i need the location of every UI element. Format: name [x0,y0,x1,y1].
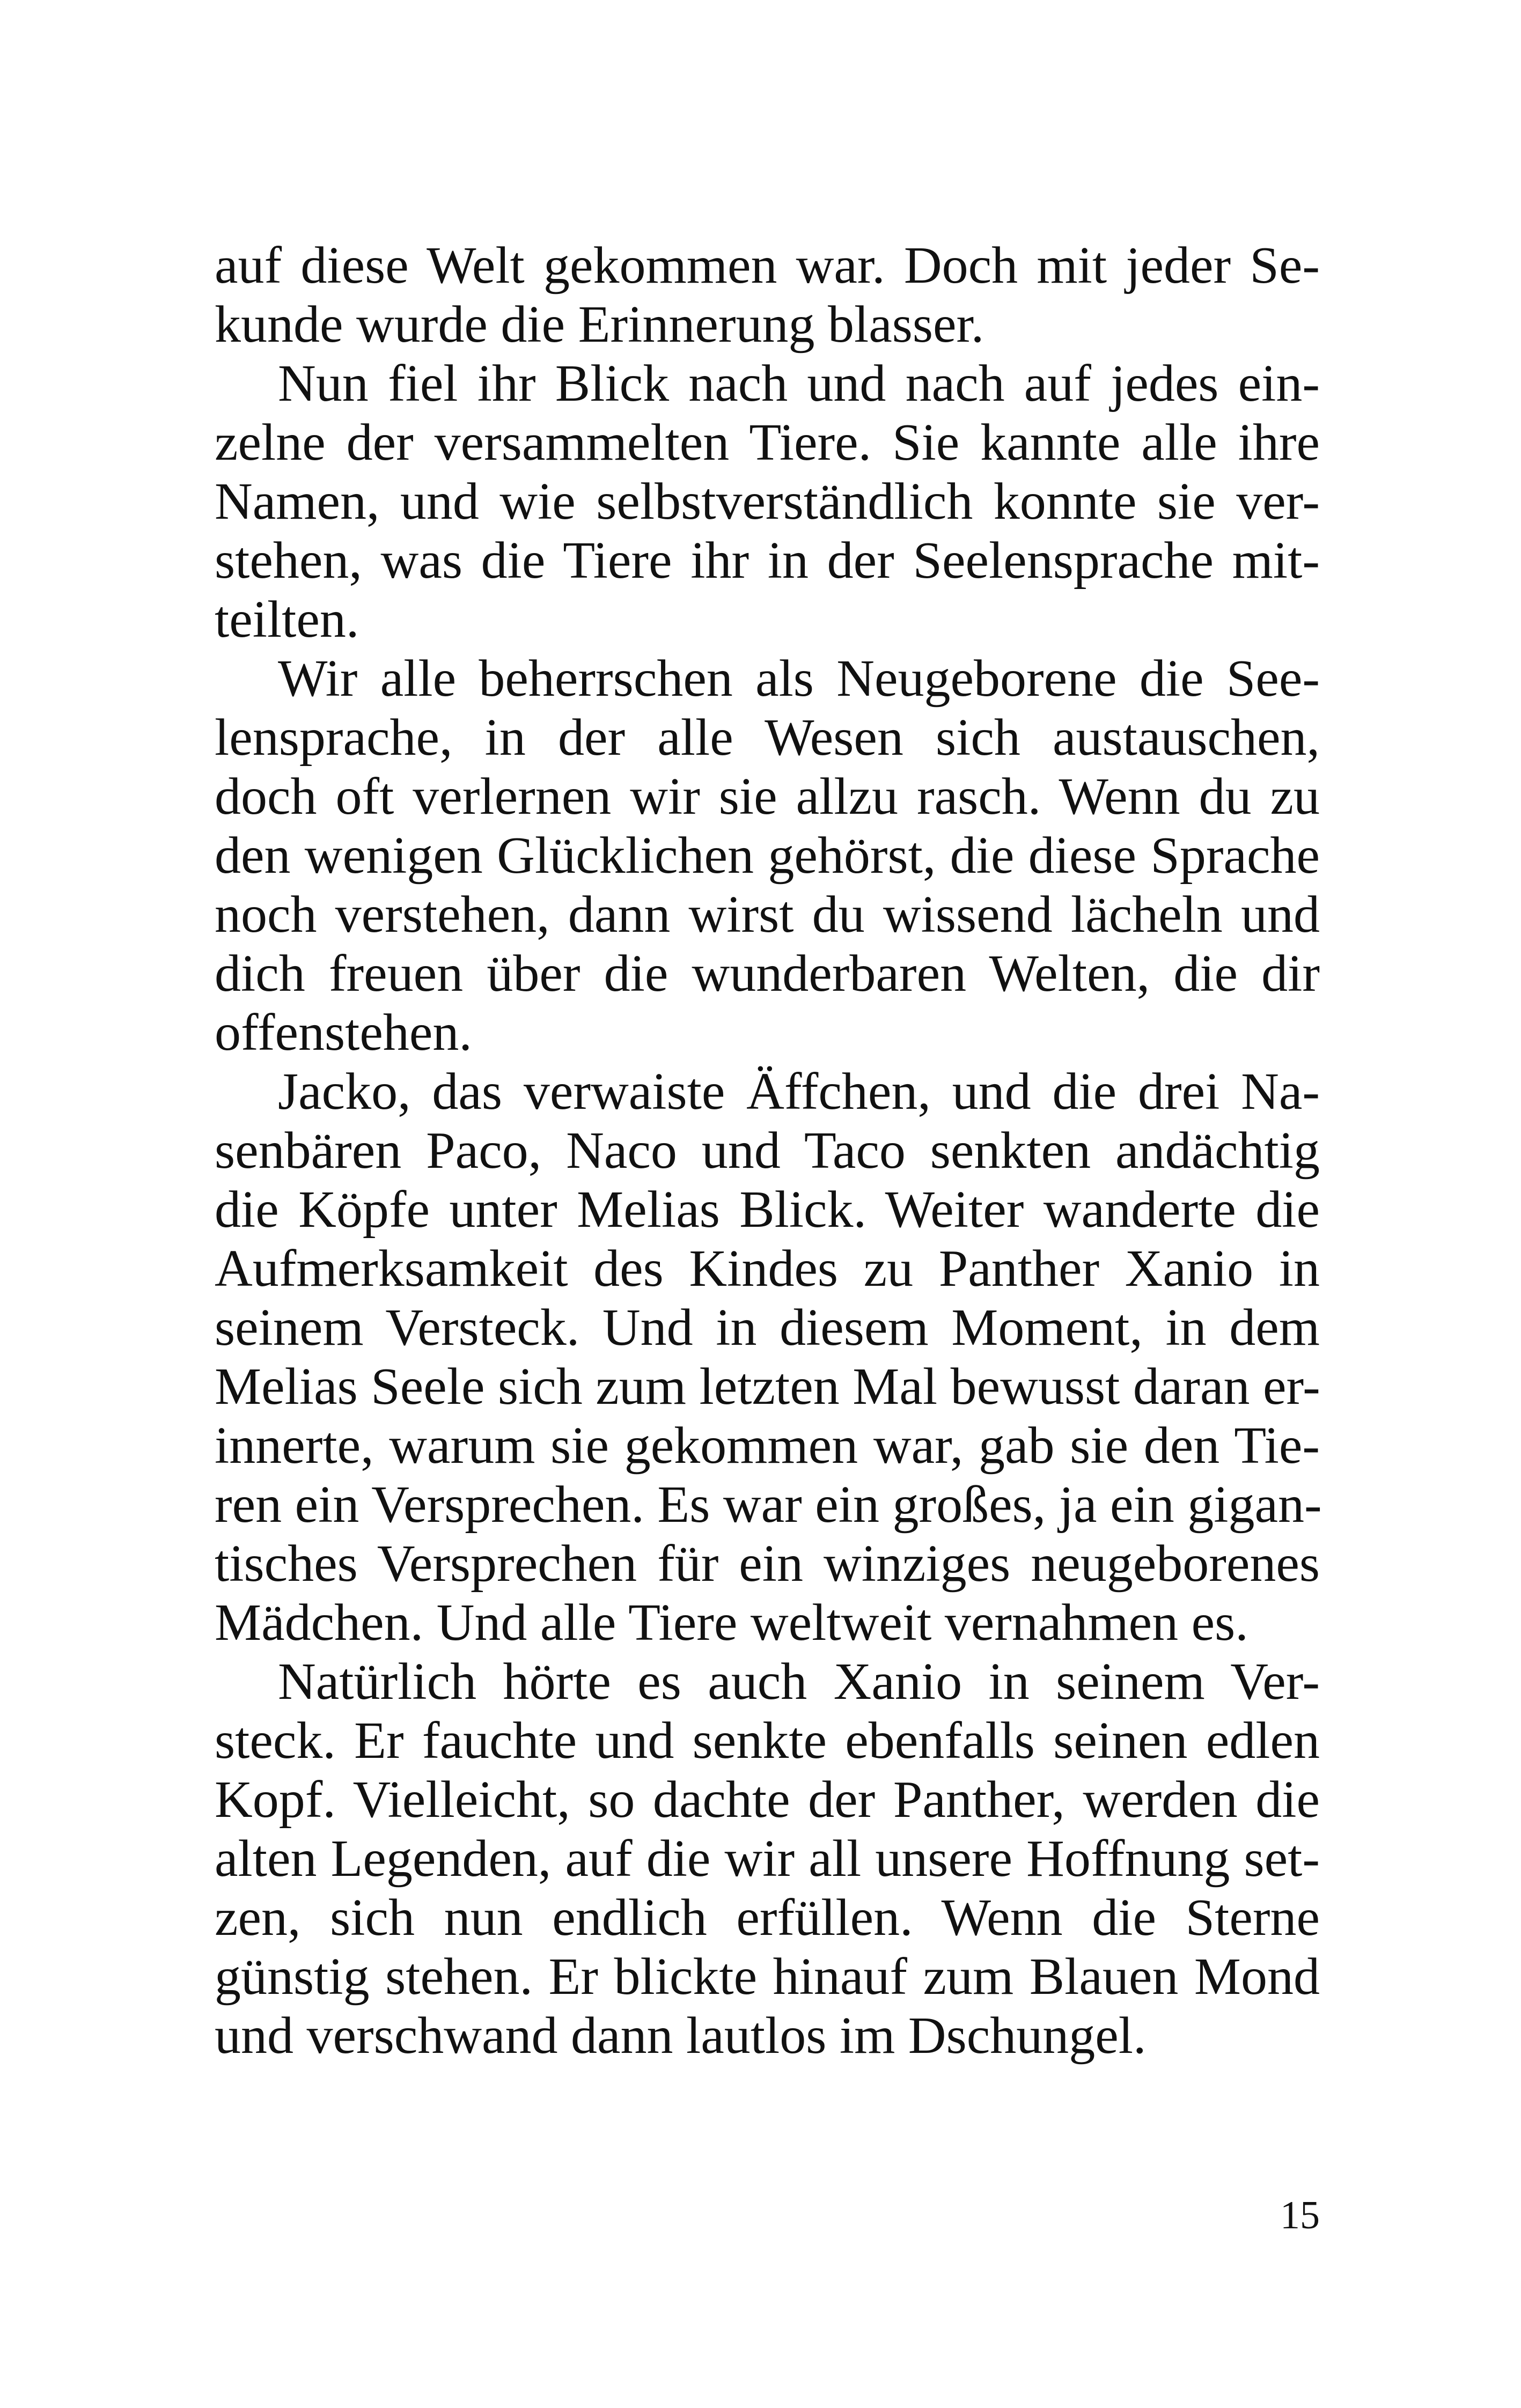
text-line: noch verstehen, dann wirst du wissend lächeln und [215,886,1320,944]
text-line: Aufmerksamkeit des Kindes zu Panther Xanio in [215,1240,1320,1298]
text-line: und verschwand dann lautlos im Dschungel. [215,2007,1147,2065]
text-line: Natürlich hörte es auch Xanio in seinem Ver- [278,1653,1320,1711]
text-line: Melias Seele sich zum letzten Mal bewusst daran er- [215,1358,1320,1416]
text-line: senbären Paco, Naco und Taco senkten andächtig [215,1122,1320,1180]
text-line: auf diese Welt gekommen war. Doch mit jeder Se- [215,237,1320,294]
text-line: Mädchen. Und alle Tiere weltweit vernahmen es. [215,1594,1248,1652]
text-line: Jacko, das verwaiste Äffchen, und die drei Na- [278,1063,1320,1121]
text-line: lensprache, in der alle Wesen sich austauschen, [215,709,1320,767]
page-number: 15 [1280,2193,1320,2237]
text-line: offenstehen. [215,1004,472,1062]
text-line: Nun fiel ihr Blick nach und nach auf jedes ein- [278,355,1320,413]
text-line: zen, sich nun endlich erfüllen. Wenn die Sterne [215,1889,1320,1947]
text-line: tisches Versprechen für ein winziges neugeborenes [215,1535,1320,1593]
text-line: alten Legenden, auf die wir all unsere Hoffnung set- [215,1830,1320,1888]
text-line: innerte, warum sie gekommen war, gab sie den Tie- [215,1417,1320,1475]
text-line: stehen, was die Tiere ihr in der Seelensprache mit- [215,532,1320,590]
text-line: seinem Versteck. Und in diesem Moment, in dem [215,1299,1320,1357]
text-line: Namen, und wie selbstverständlich konnte sie ver- [215,473,1320,531]
text-line: dich freuen über die wunderbaren Welten, die dir [215,945,1320,1003]
text-line: steck. Er fauchte und senkte ebenfalls seinen edlen [215,1712,1320,1770]
text-line: kunde wurde die Erinnerung blasser. [215,296,984,354]
text-line: Kopf. Vielleicht, so dachte der Panther, werden die [215,1771,1320,1829]
text-line: zelne der versammelten Tiere. Sie kannte alle ihre [215,414,1320,472]
text-line: den wenigen Glücklichen gehörst, die diese Sprache [215,827,1320,885]
text-line: Wir alle beherrschen als Neugeborene die See- [278,650,1320,708]
text-line: teilten. [215,591,359,649]
text-line: günstig stehen. Er blickte hinauf zum Blauen Mond [215,1948,1320,2006]
text-line: die Köpfe unter Melias Blick. Weiter wanderte die [215,1181,1320,1239]
text-line: ren ein Versprechen. Es war ein großes, ja ein gigan- [215,1476,1322,1534]
body-text [215,236,1320,2065]
text-line: doch oft verlernen wir sie allzu rasch. Wenn du zu [215,768,1320,826]
